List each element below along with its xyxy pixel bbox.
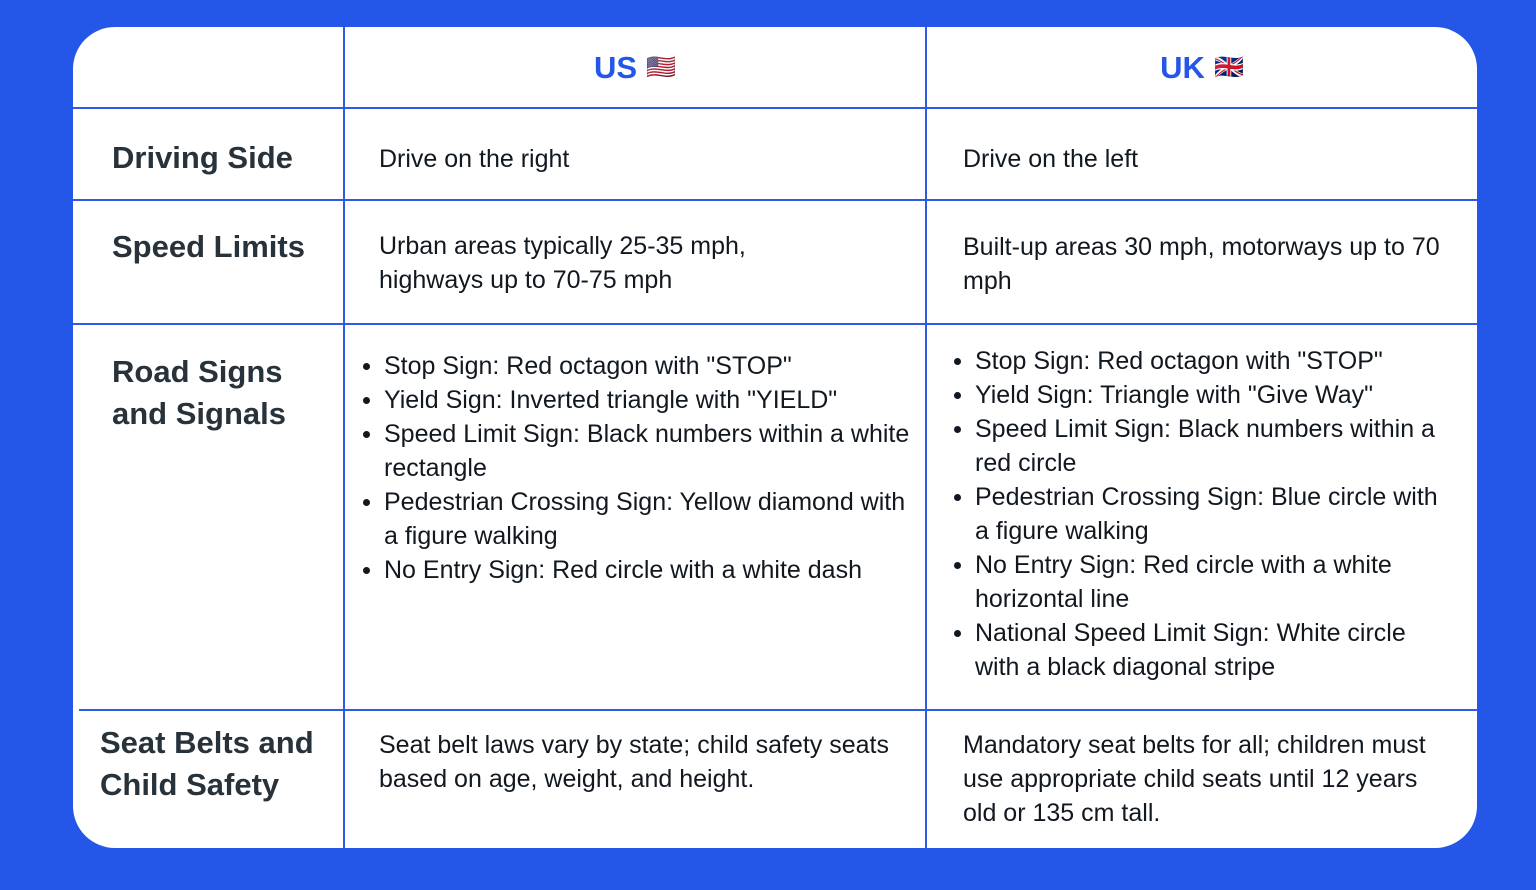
comparison-table (73, 27, 1477, 848)
list-item: Speed Limit Sign: Black numbers within a white rectangle (384, 417, 914, 485)
list-item: Pedestrian Crossing Sign: Blue circle with a figure walking (975, 480, 1450, 548)
list-item: Stop Sign: Red octagon with "STOP" (384, 349, 914, 383)
list-item: Yield Sign: Inverted triangle with "YIELD" (384, 383, 914, 417)
cell-us-seat-belts: Seat belt laws vary by state; child safety seats based on age, weight, and height. (379, 731, 889, 793)
list-item: No Entry Sign: Red circle with a white horizontal line (975, 548, 1450, 616)
column-divider (343, 27, 345, 848)
cell-us-speed-limits: Urban areas typically 25-35 mph, highways up to 70-75 mph (379, 232, 746, 294)
list-item: Pedestrian Crossing Sign: Yellow diamond with a figure walking (384, 485, 914, 553)
cell-uk-speed-limits: Built-up areas 30 mph, motorways up to 70 mph (963, 233, 1440, 295)
list-item: Stop Sign: Red octagon with "STOP" (975, 344, 1450, 378)
list-item: Yield Sign: Triangle with "Give Way" (975, 378, 1450, 412)
row-divider (73, 199, 1477, 201)
list-item: No Entry Sign: Red circle with a white dash (384, 553, 914, 587)
list-item: National Speed Limit Sign: White circle with a black diagonal stripe (975, 616, 1450, 684)
row-label-driving-side: Driving Side (112, 140, 293, 175)
row-label-seat-belts: Seat Belts and Child Safety (100, 725, 314, 802)
list-item: Speed Limit Sign: Black numbers within a red circle (975, 412, 1450, 480)
row-label-speed-limits: Speed Limits (112, 229, 305, 264)
header-uk (927, 27, 1477, 108)
list-us-road-signs (384, 349, 914, 587)
row-divider (73, 323, 1477, 325)
list-uk-road-signs (975, 344, 1450, 684)
row-label-road-signs: Road Signs and Signals (112, 354, 286, 431)
header-us-label: US (594, 49, 638, 85)
header-us (345, 27, 925, 108)
us-flag-icon: 🇺🇸 (646, 54, 676, 81)
cell-uk-driving-side: Drive on the left (963, 145, 1139, 173)
cell-uk-seat-belts: Mandatory seat belts for all; children must use appropriate child seats until 12 years old or 135 cm tall. (963, 731, 1426, 827)
cell-us-driving-side: Drive on the right (379, 145, 570, 173)
column-divider (925, 27, 927, 848)
header-uk-label: UK (1160, 49, 1205, 85)
uk-flag-icon: 🇬🇧 (1213, 54, 1244, 81)
row-divider (79, 709, 1477, 711)
